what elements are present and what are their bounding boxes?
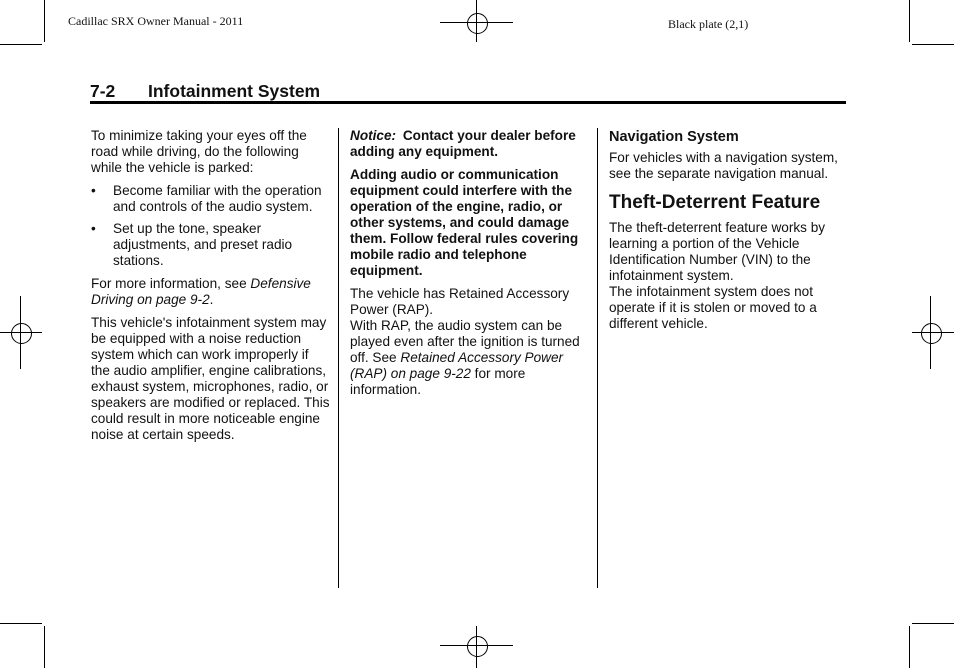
crop-mark — [912, 623, 954, 624]
column-3 — [609, 128, 849, 332]
crop-mark — [0, 44, 42, 45]
cross-reference: Retained Accessory Power (RAP) on page 9-22 — [350, 350, 564, 381]
section-heading — [90, 81, 846, 101]
intro-paragraph: To minimize taking your eyes off the road while driving, do the following while the vehicle is parked: — [91, 128, 307, 175]
crop-mark — [909, 0, 910, 42]
column-2 — [350, 128, 588, 398]
theft-paragraph: The theft-deterrent feature works by learning a portion of the Vehicle Identification Number (VIN) to the infotainment system. The infotainment system does not operate if it is stolen or moved to a different vehicle. — [609, 220, 826, 331]
column-1 — [91, 128, 331, 450]
list-item: • Set up the tone, speaker adjustments, and preset radio stations. — [91, 221, 293, 268]
crop-mark — [44, 0, 45, 42]
column-divider — [338, 128, 339, 588]
section-rule — [90, 101, 846, 104]
navigation-paragraph: For vehicles with a navigation system, see the separate navigation manual. — [609, 150, 838, 181]
list-item: • Become familiar with the operation and controls of the audio system. — [91, 183, 322, 214]
crop-mark — [912, 44, 954, 45]
notice-paragraph: Notice: Contact your dealer before adding any equipment. — [350, 128, 576, 159]
more-info-paragraph: For more information, see Defensive Driving on page 9-2. — [91, 276, 311, 307]
manual-title: Cadillac SRX Owner Manual - 2011 — [68, 14, 244, 28]
theft-heading: Theft-Deterrent Feature — [609, 192, 821, 213]
crop-mark — [0, 623, 42, 624]
warning-paragraph: Adding audio or communication equipment could interfere with the operation of the engine, radio, or other systems, and could damage them. Follow federal rules covering mobile radio and telephone equipment. — [350, 167, 579, 278]
bullet-icon: • — [91, 221, 96, 236]
crop-mark — [909, 626, 910, 668]
section-title: Infotainment System — [148, 81, 321, 101]
bullet-icon: • — [91, 183, 96, 198]
crop-mark — [44, 626, 45, 668]
section-number: 7-2 — [90, 81, 116, 101]
rap-paragraph: The vehicle has Retained Accessory Power (RAP). With RAP, the audio system can be played even after the ignition is turned off. See Retained Accessory Power (RAP) on page 9-22 for more information. — [350, 286, 580, 397]
cross-reference: Defensive Driving on page 9-2 — [91, 276, 311, 307]
column-divider — [597, 128, 598, 588]
notice-label: Notice: — [350, 128, 397, 143]
plate-label: Black plate (2,1) — [668, 17, 749, 31]
navigation-heading: Navigation System — [609, 129, 739, 145]
noise-paragraph: This vehicle's infotainment system may be equipped with a noise reduction system which can work improperly if the audio amplifier, engine calibrations, exhaust system, microphones, radio, or speakers are modified or replaced. This could result in more noticeable engine noise at certain speeds. — [91, 315, 330, 442]
